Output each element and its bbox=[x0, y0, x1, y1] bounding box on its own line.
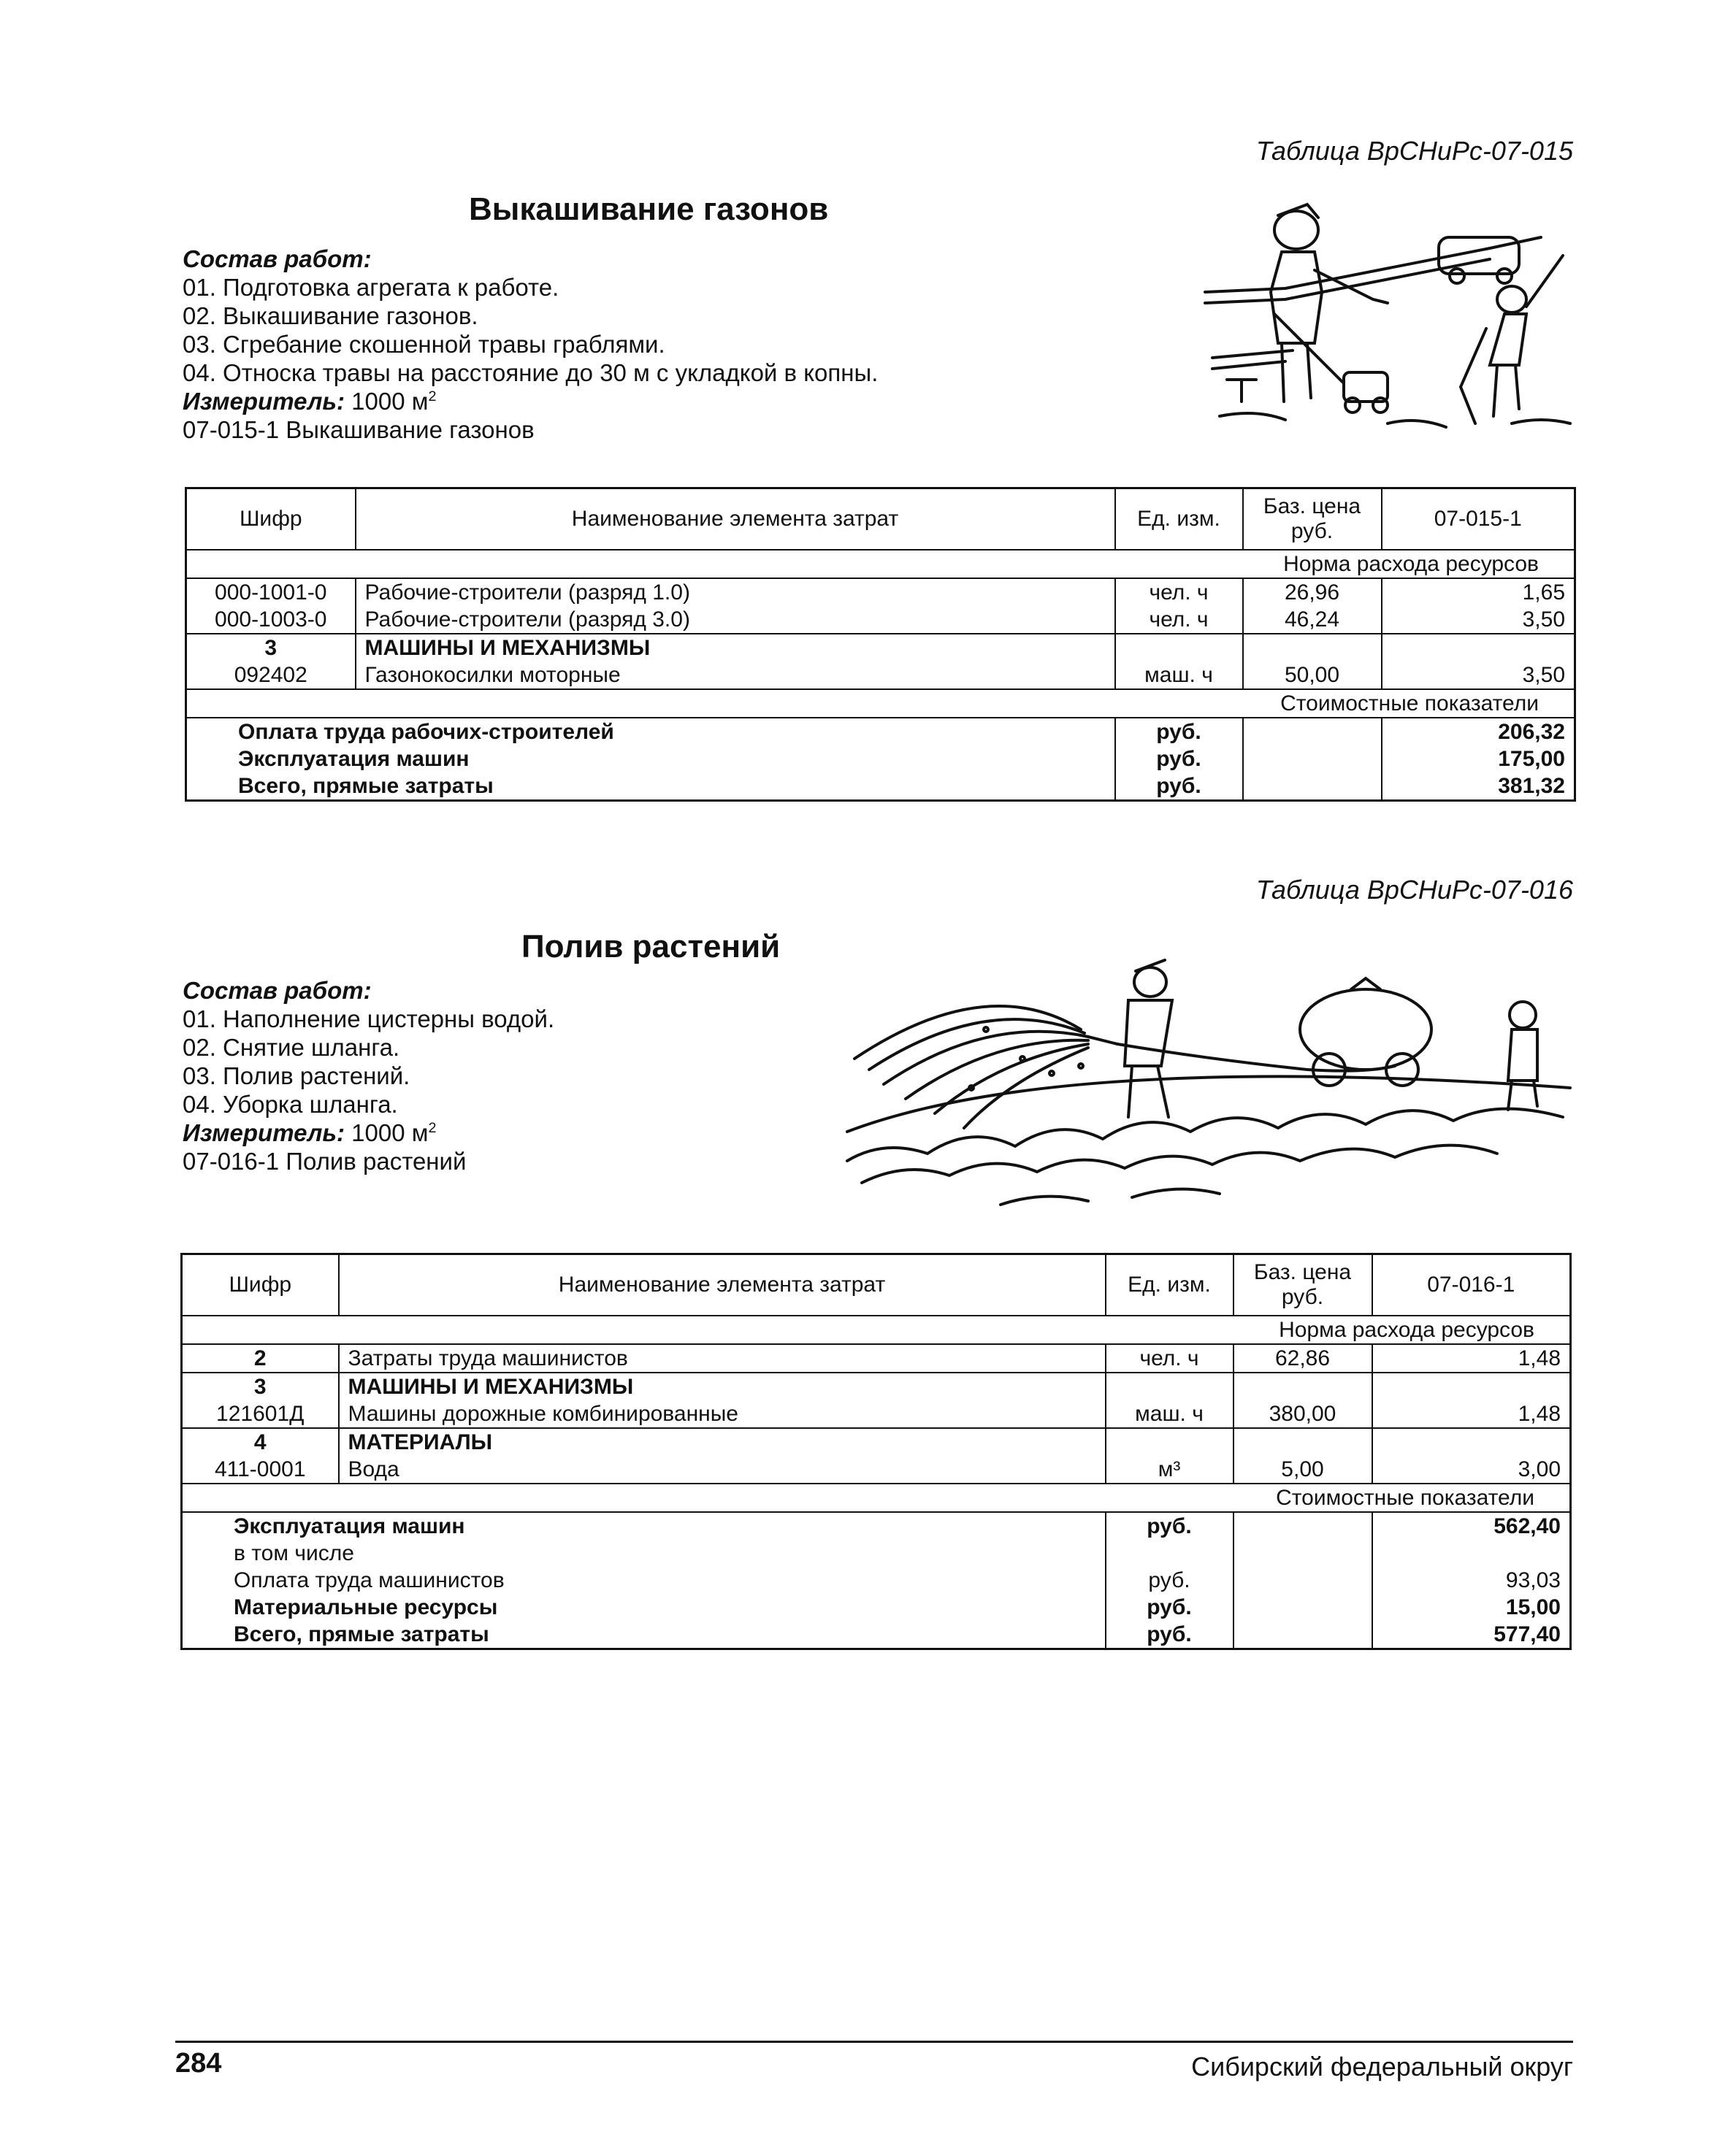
summary-value bbox=[1372, 1540, 1571, 1567]
cell-name: Рабочие-строители (разряд 1.0) bbox=[356, 578, 1115, 606]
cell-name: МАШИНЫ И МЕХАНИЗМЫ bbox=[339, 1373, 1106, 1400]
meter-line bbox=[183, 387, 878, 415]
summary-unit: руб. bbox=[1106, 1512, 1233, 1540]
page-number: 284 bbox=[175, 2048, 222, 2079]
table-row bbox=[186, 661, 1575, 689]
cell-value bbox=[1372, 1428, 1571, 1456]
cell-name: МАШИНЫ И МЕХАНИЗМЫ bbox=[356, 634, 1115, 661]
cell-code: 2 bbox=[182, 1344, 339, 1373]
cell-code: 092402 bbox=[186, 661, 356, 689]
meter-value: 1000 м bbox=[351, 1119, 429, 1146]
cell-value: 1,48 bbox=[1372, 1400, 1571, 1428]
summary-name: Эксплуатация машин bbox=[182, 1512, 1106, 1540]
cell-code: 121601Д bbox=[182, 1400, 339, 1428]
cost-table-07-015 bbox=[185, 487, 1576, 802]
table-header-row bbox=[182, 1254, 1571, 1316]
summary-unit: руб. bbox=[1106, 1621, 1233, 1649]
mowing-illustration bbox=[1198, 197, 1577, 438]
summary-row bbox=[182, 1594, 1571, 1621]
cell-name: Затраты труда машинистов bbox=[339, 1344, 1106, 1373]
cost-section-row bbox=[186, 689, 1575, 718]
cell-name: Рабочие-строители (разряд 3.0) bbox=[356, 606, 1115, 634]
code-line: 07-015-1 Выкашивание газонов bbox=[183, 416, 535, 443]
norm-section-label: Норма расхода ресурсов bbox=[186, 550, 1575, 578]
section-title-watering: Полив растений bbox=[521, 929, 781, 964]
cell-price bbox=[1243, 634, 1382, 661]
cell-value: 3,50 bbox=[1382, 661, 1575, 689]
summary-value: 93,03 bbox=[1372, 1567, 1571, 1594]
table-row bbox=[182, 1428, 1571, 1456]
cell-code: 411-0001 bbox=[182, 1456, 339, 1484]
col-header-unit: Ед. изм. bbox=[1115, 488, 1243, 550]
summary-name: Всего, прямые затраты bbox=[186, 772, 1115, 801]
summary-value: 577,40 bbox=[1372, 1621, 1571, 1649]
section-title-mowing: Выкашивание газонов bbox=[469, 191, 829, 227]
cell-code: 4 bbox=[182, 1428, 339, 1456]
meter-sup: 2 bbox=[428, 1120, 437, 1136]
cell-price: 62,86 bbox=[1233, 1344, 1372, 1373]
summary-row bbox=[186, 718, 1575, 745]
summary-row bbox=[182, 1621, 1571, 1649]
cell-price bbox=[1233, 1373, 1372, 1400]
cell-value: 1,65 bbox=[1382, 578, 1575, 606]
summary-name: Оплата труда рабочих-строителей bbox=[186, 718, 1115, 745]
cell-code: 3 bbox=[182, 1373, 339, 1400]
work-item: 03. Полив растений. bbox=[183, 1062, 410, 1089]
summary-unit: руб. bbox=[1115, 718, 1243, 745]
summary-row bbox=[186, 745, 1575, 772]
code-line: 07-016-1 Полив растений bbox=[183, 1148, 467, 1175]
summary-unit: руб. bbox=[1106, 1567, 1233, 1594]
summary-value: 562,40 bbox=[1372, 1512, 1571, 1540]
summary-name: Оплата труда машинистов bbox=[182, 1567, 1106, 1594]
work-item: 03. Сгребание скошенной травы граблями. bbox=[183, 331, 665, 358]
col-header-unit: Ед. изм. bbox=[1106, 1254, 1233, 1316]
table-label-07-016: Таблица ВрСНиРс-07-016 bbox=[1255, 875, 1573, 905]
cell-unit: чел. ч bbox=[1115, 606, 1243, 634]
summary-name: Эксплуатация машин bbox=[186, 745, 1115, 772]
cell-code: 000-1003-0 bbox=[186, 606, 356, 634]
summary-unit: руб. bbox=[1115, 745, 1243, 772]
col-header-price: Баз. цена руб. bbox=[1233, 1254, 1372, 1316]
cost-section-label: Стоимостные показатели bbox=[182, 1484, 1571, 1512]
summary-value: 175,00 bbox=[1382, 745, 1575, 772]
work-item: 02. Выкашивание газонов. bbox=[183, 302, 478, 329]
summary-value: 206,32 bbox=[1382, 718, 1575, 745]
footer-rule bbox=[175, 2041, 1573, 2043]
norm-section-label: Норма расхода ресурсов bbox=[182, 1316, 1571, 1344]
cell-unit bbox=[1115, 634, 1243, 661]
summary-row bbox=[182, 1567, 1571, 1594]
cell-unit: чел. ч bbox=[1106, 1344, 1233, 1373]
meter-value: 1000 м bbox=[351, 388, 429, 415]
summary-unit: руб. bbox=[1115, 772, 1243, 801]
col-header-norm: 07-015-1 bbox=[1382, 488, 1575, 550]
col-header-code: Шифр bbox=[182, 1254, 339, 1316]
cell-price: 5,00 bbox=[1233, 1456, 1372, 1484]
summary-name: Всего, прямые затраты bbox=[182, 1621, 1106, 1649]
footer-region: Сибирский федеральный округ bbox=[1191, 2052, 1573, 2082]
cell-price: 46,24 bbox=[1243, 606, 1382, 634]
meter-line bbox=[183, 1119, 554, 1147]
col-header-name: Наименование элемента затрат bbox=[356, 488, 1115, 550]
cell-name: Машины дорожные комбинированные bbox=[339, 1400, 1106, 1428]
works-block-07-015 bbox=[183, 245, 878, 444]
cell-value: 1,48 bbox=[1372, 1344, 1571, 1373]
meter-label: Измеритель: bbox=[183, 388, 345, 415]
works-heading: Состав работ: bbox=[183, 977, 372, 1004]
norm-section-row bbox=[182, 1316, 1571, 1344]
table-row bbox=[182, 1344, 1571, 1373]
cell-price bbox=[1233, 1428, 1372, 1456]
cell-value: 3,00 bbox=[1372, 1456, 1571, 1484]
table-row bbox=[182, 1456, 1571, 1484]
cell-code: 3 bbox=[186, 634, 356, 661]
meter-label: Измеритель: bbox=[183, 1119, 345, 1146]
col-header-norm: 07-016-1 bbox=[1372, 1254, 1571, 1316]
table-row bbox=[186, 578, 1575, 606]
cell-unit: чел. ч bbox=[1115, 578, 1243, 606]
summary-unit bbox=[1106, 1540, 1233, 1567]
cell-value: 3,50 bbox=[1382, 606, 1575, 634]
summary-value: 15,00 bbox=[1372, 1594, 1571, 1621]
cell-unit bbox=[1106, 1428, 1233, 1456]
summary-name: Материальные ресурсы bbox=[182, 1594, 1106, 1621]
table-row bbox=[182, 1400, 1571, 1428]
summary-value: 381,32 bbox=[1382, 772, 1575, 801]
work-item: 01. Подготовка агрегата к работе. bbox=[183, 274, 559, 301]
cell-code: 000-1001-0 bbox=[186, 578, 356, 606]
cell-name: Вода bbox=[339, 1456, 1106, 1484]
summary-row bbox=[182, 1512, 1571, 1540]
cell-value bbox=[1382, 634, 1575, 661]
cell-value bbox=[1372, 1373, 1571, 1400]
table-row bbox=[182, 1373, 1571, 1400]
work-item: 04. Относка травы на расстояние до 30 м с укладкой в копны. bbox=[183, 359, 879, 386]
works-heading: Состав работ: bbox=[183, 245, 372, 272]
cell-unit: м³ bbox=[1106, 1456, 1233, 1484]
watering-illustration bbox=[840, 942, 1577, 1219]
summary-unit: руб. bbox=[1106, 1594, 1233, 1621]
works-block-07-016 bbox=[183, 976, 554, 1175]
cell-price: 26,96 bbox=[1243, 578, 1382, 606]
work-item: 04. Уборка шланга. bbox=[183, 1091, 398, 1118]
norm-section-row bbox=[186, 550, 1575, 578]
table-row bbox=[186, 606, 1575, 634]
col-header-name: Наименование элемента затрат bbox=[339, 1254, 1106, 1316]
cell-price: 380,00 bbox=[1233, 1400, 1372, 1428]
cell-unit: маш. ч bbox=[1115, 661, 1243, 689]
cell-name: Газонокосилки моторные bbox=[356, 661, 1115, 689]
cell-name: МАТЕРИАЛЫ bbox=[339, 1428, 1106, 1456]
col-header-code: Шифр bbox=[186, 488, 356, 550]
work-item: 02. Снятие шланга. bbox=[183, 1034, 400, 1061]
summary-name: в том числе bbox=[182, 1540, 1106, 1567]
cost-section-label: Стоимостные показатели bbox=[186, 689, 1575, 718]
col-header-price: Баз. цена руб. bbox=[1243, 488, 1382, 550]
meter-sup: 2 bbox=[428, 388, 437, 404]
cost-table-07-016 bbox=[180, 1253, 1572, 1650]
work-item: 01. Наполнение цистерны водой. bbox=[183, 1005, 555, 1032]
cell-price: 50,00 bbox=[1243, 661, 1382, 689]
cost-section-row bbox=[182, 1484, 1571, 1512]
summary-row bbox=[182, 1540, 1571, 1567]
cell-unit bbox=[1106, 1373, 1233, 1400]
table-header-row bbox=[186, 488, 1575, 550]
cell-unit: маш. ч bbox=[1106, 1400, 1233, 1428]
summary-row bbox=[186, 772, 1575, 801]
table-label-07-015: Таблица ВрСНиРс-07-015 bbox=[1255, 136, 1573, 166]
table-row bbox=[186, 634, 1575, 661]
